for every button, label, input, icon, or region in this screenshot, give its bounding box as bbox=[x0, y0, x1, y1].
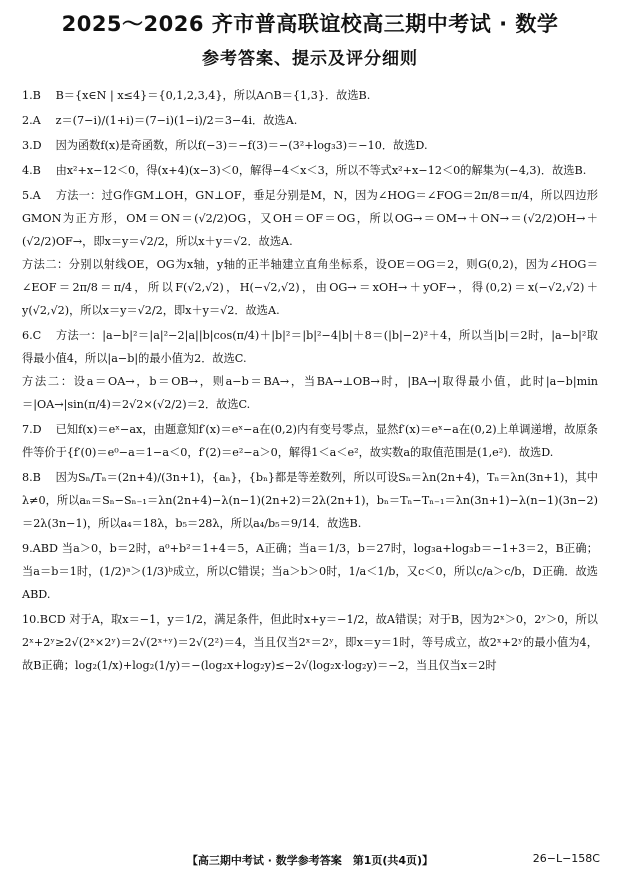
answer-item-3 bbox=[22, 134, 598, 157]
answer-item-2 bbox=[22, 109, 598, 132]
answer-item-5 bbox=[22, 184, 598, 322]
answer-item-10 bbox=[22, 608, 598, 677]
answer-number: 9.ABD bbox=[22, 542, 58, 555]
page-footer bbox=[0, 850, 620, 872]
answer-text-method-1: 方法一：|a−b|²＝|a|²−2|a||b|cos(π/4)＋|b|²＝|b|²−4|b|＋8＝(|b|−2)²＋4，所以当|b|＝2时，|a−b|²取得最小值4，所以|a−b|的最小值为2．故选C. bbox=[22, 329, 598, 365]
answer-text: 因为Sₙ/Tₙ＝(2n+4)/(3n+1)，{aₙ}，{bₙ}都是等差数列，所以可设Sₙ＝λn(2n+4)，Tₙ＝λn(3n+1)，其中λ≠0，所以aₙ＝Sₙ−Sₙ₋₁＝λn(2n+4)−λ(n−1)(2n+2)＝2λ(2n+1)，bₙ＝Tₙ−Tₙ₋₁＝λn(3n+1)−λ(n−1)(3n−2)＝2λ(3n−1)，所以a₄＝18λ，b₅＝28λ，所以a₄/b₅＝9/14．故选B. bbox=[22, 471, 598, 530]
answer-item-4 bbox=[22, 159, 598, 182]
answer-text-method-2: 方法二：分别以射线OE，OG为x轴，y轴的正半轴建立直角坐标系，设OE＝OG＝2，则G(0,2)，因为∠HOG＝∠EOF＝2π/8＝π/4，所以F(√2,√2)，H(−√2,√2)，由OG→＝xOH→＋yOF→，得(0,2)＝x(−√2,√2)＋y(√2,√2)，所以x＝y＝√2/2，即x＋y＝√2．故选A. bbox=[22, 258, 598, 317]
answer-text: B＝{x∈N | x≤4}＝{0,1,2,3,4}，所以A∩B＝{1,3}．故选B. bbox=[55, 89, 371, 102]
answer-text: 已知f(x)＝eˣ−ax，由题意知f′(x)＝eˣ−a在(0,2)内有变号零点，显然f′(x)＝eˣ−a在(0,2)上单调递增，故原条件等价于{f′(0)＝e⁰−a＝1−a＜0，f′(2)＝e²−a＞0，解得1＜a＜e²，故实数a的取值范围是(1,e²)．故选D. bbox=[22, 423, 598, 459]
answer-number: 5.A bbox=[22, 189, 41, 202]
answer-number: 2.A bbox=[22, 114, 41, 127]
answer-list bbox=[22, 84, 598, 679]
page-subtitle: 参考答案、提示及评分细则 bbox=[202, 49, 418, 69]
answer-text-method-1: 方法一：过G作GM⊥OH，GN⊥OF，垂足分别是M，N，因为∠HOG＝∠FOG＝2π/8＝π/4，所以四边形GMON为正方形，OM＝ON＝(√2/2)OG，又OH＝OF＝OG，所以OG→＝OM→＋ON→＝(√2/2)OH→＋(√2/2)OF→，即x＝y＝√2/2，所以x＋y＝√2．故选A. bbox=[22, 189, 598, 248]
answer-number: 8.B bbox=[22, 471, 41, 484]
answer-number: 10.BCD bbox=[22, 613, 66, 626]
answer-text: 由x²+x−12＜0，得(x+4)(x−3)＜0，解得−4＜x＜3，所以不等式x²+x−12＜0的解集为(−4,3)．故选B. bbox=[55, 164, 587, 177]
answer-number: 4.B bbox=[22, 164, 41, 177]
answer-text: 对于A，取x＝−1，y＝1/2，满足条件，但此时x+y＝−1/2，故A错误；对于B，因为2ˣ＞0，2ʸ＞0，所以2ˣ+2ʸ≥2√(2ˣ×2ʸ)＝2√(2ˣ⁺ʸ)＝2√(2²)＝4，当且仅当2ˣ＝2ʸ，即x＝y＝1时，等号成立，故2ˣ+2ʸ的最小值为4，故B正确；log₂(1/x)+log₂(1/y)＝−(log₂x+log₂y)≤−2√(log₂x·log₂y)＝−2，当且仅当x＝2时 bbox=[22, 613, 598, 672]
answer-text-method-2: 方法二：设a＝OA→，b＝OB→，则a−b＝BA→，当BA→⊥OB→时，|BA→|取得最小值，此时|a−b|min＝|OA→|sin(π/4)＝2√2×(√2/2)＝2．故选C. bbox=[22, 375, 598, 411]
answer-number: 1.B bbox=[22, 89, 41, 102]
answer-item-9 bbox=[22, 537, 598, 606]
answer-item-8 bbox=[22, 466, 598, 535]
answer-item-6 bbox=[22, 324, 598, 416]
answer-item-1 bbox=[22, 84, 598, 107]
footer-page-info: 【高三期中考试 · 数学参考答案 第1页(共4页)】 bbox=[186, 854, 434, 867]
answer-item-7 bbox=[22, 418, 598, 464]
footer-code: 26−L−158C bbox=[532, 852, 600, 865]
answer-text: 当a＞0，b＝2时，a⁰+b²＝1+4＝5，A正确；当a＝1/3，b＝27时，log₃a+log₃b＝−1+3＝2，B正确；当a＝b＝1时，(1/2)ᵃ＞(1/3)ᵇ成立，所以C错误；当a＞b＞0时，1/a＜1/b，又c＜0，所以c/a＞c/b，D正确．故选ABD. bbox=[22, 542, 598, 601]
answer-number: 3.D bbox=[22, 139, 42, 152]
answer-number: 6.C bbox=[22, 329, 42, 342]
answer-text: z＝(7−i)/(1+i)＝(7−i)(1−i)/2＝3−4i．故选A. bbox=[55, 114, 298, 127]
page-title: 2025～2026 齐市普高联谊校高三期中考试 · 数学 bbox=[61, 12, 559, 36]
answer-number: 7.D bbox=[22, 423, 42, 436]
answer-text: 因为函数f(x)是奇函数，所以f(−3)＝−f(3)＝−(3²+log₃3)＝−10．故选D. bbox=[55, 139, 428, 152]
